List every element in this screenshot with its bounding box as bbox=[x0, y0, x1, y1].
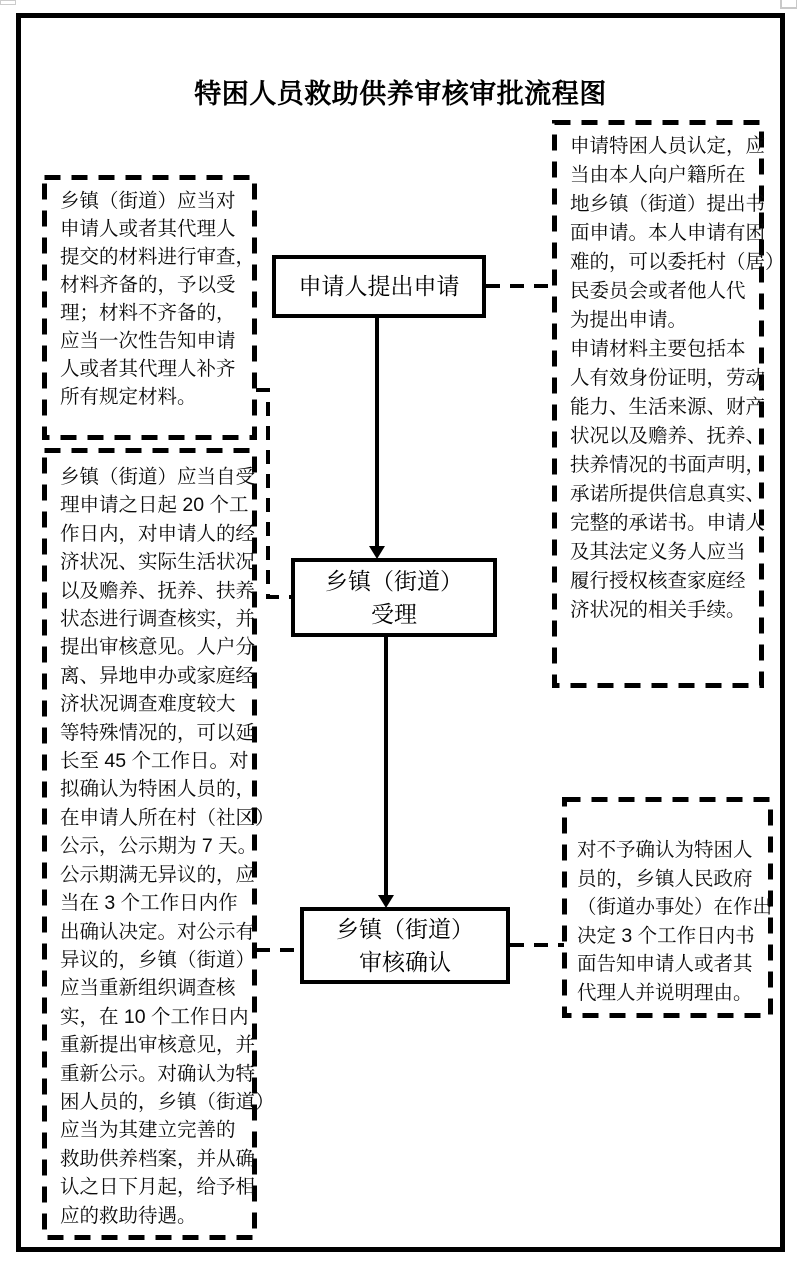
note-rejection-notification: 对不予确认为特困人 员的，乡镇人民政府 （街道办事处）在作出 决定 3 个工作日内书 面告知申请人或者其 代理人并说明理由。 bbox=[577, 839, 773, 1004]
flow-step-review-confirm-label: 乡镇（街道） 审核确认 bbox=[336, 915, 474, 975]
scan-artifact-top-right bbox=[781, 0, 797, 8]
flow-step-accept bbox=[291, 558, 497, 637]
note-investigation-publicity: 乡镇（街道）应当自受 理申请之日起 20 个工 作日内，对申请人的经 济状况、实际生活状况 以及赡养、抚养、扶养 状态进行调查核实，并 提出审核意见。人户分 离、异地申办或家庭经 济状况调查难度较大 等特殊情况的，可以延 长至 45 个工作日。对 拟确认为特困人员的， 在申请人所在村（社区） 公示，公示期为 7 天。 公示期满无异议的，应 当在 3 个工作日内作 出确认决定。对公示有 异议的，乡镇（街道） 应当重新组织调查核 实，在 10 个工作日内 重新提出审核意见，并 重新公示。对确认为特 困人员的，乡镇（街道） 应当为其建立完善的 救助供养档案，并从确 认之日下月起，给予相 应的救助待遇。 bbox=[60, 466, 275, 1227]
note-application-requirements: 申请特困人员认定，应 当由本人向户籍所在 地乡镇（街道）提出书 面申请。本人申请有困 难的，可以委托村（居） 民委员会或者他人代 为提出申请。 申请材料主要包括本 人有效身份证明，劳动 能力、生活来源、财产 状况以及赡养、抚养、 扶养情况的书面声明， 承诺所提供信息真实、 完整的承诺书。申请人 及其法定义务人应当 履行授权核查家庭经 济状况的相关手续。 bbox=[570, 135, 785, 621]
flow-step-review-confirm bbox=[300, 907, 510, 984]
flow-step-apply bbox=[272, 255, 486, 318]
flow-step-apply-label: 申请人提出申请 bbox=[298, 273, 460, 299]
scan-artifact-top-left bbox=[1, 1, 16, 5]
page-title: 特困人员救助供养审核审批流程图 bbox=[194, 79, 607, 109]
note-material-review: 乡镇（街道）应当对 申请人或者其代理人 提交的材料进行审查， 材料齐备的，予以受 理；材料不齐备的， 应当一次性告知申请 人或者其代理人补齐 所有规定材料。 bbox=[60, 190, 256, 408]
flow-step-accept-label: 乡镇（街道） 受理 bbox=[325, 567, 463, 627]
